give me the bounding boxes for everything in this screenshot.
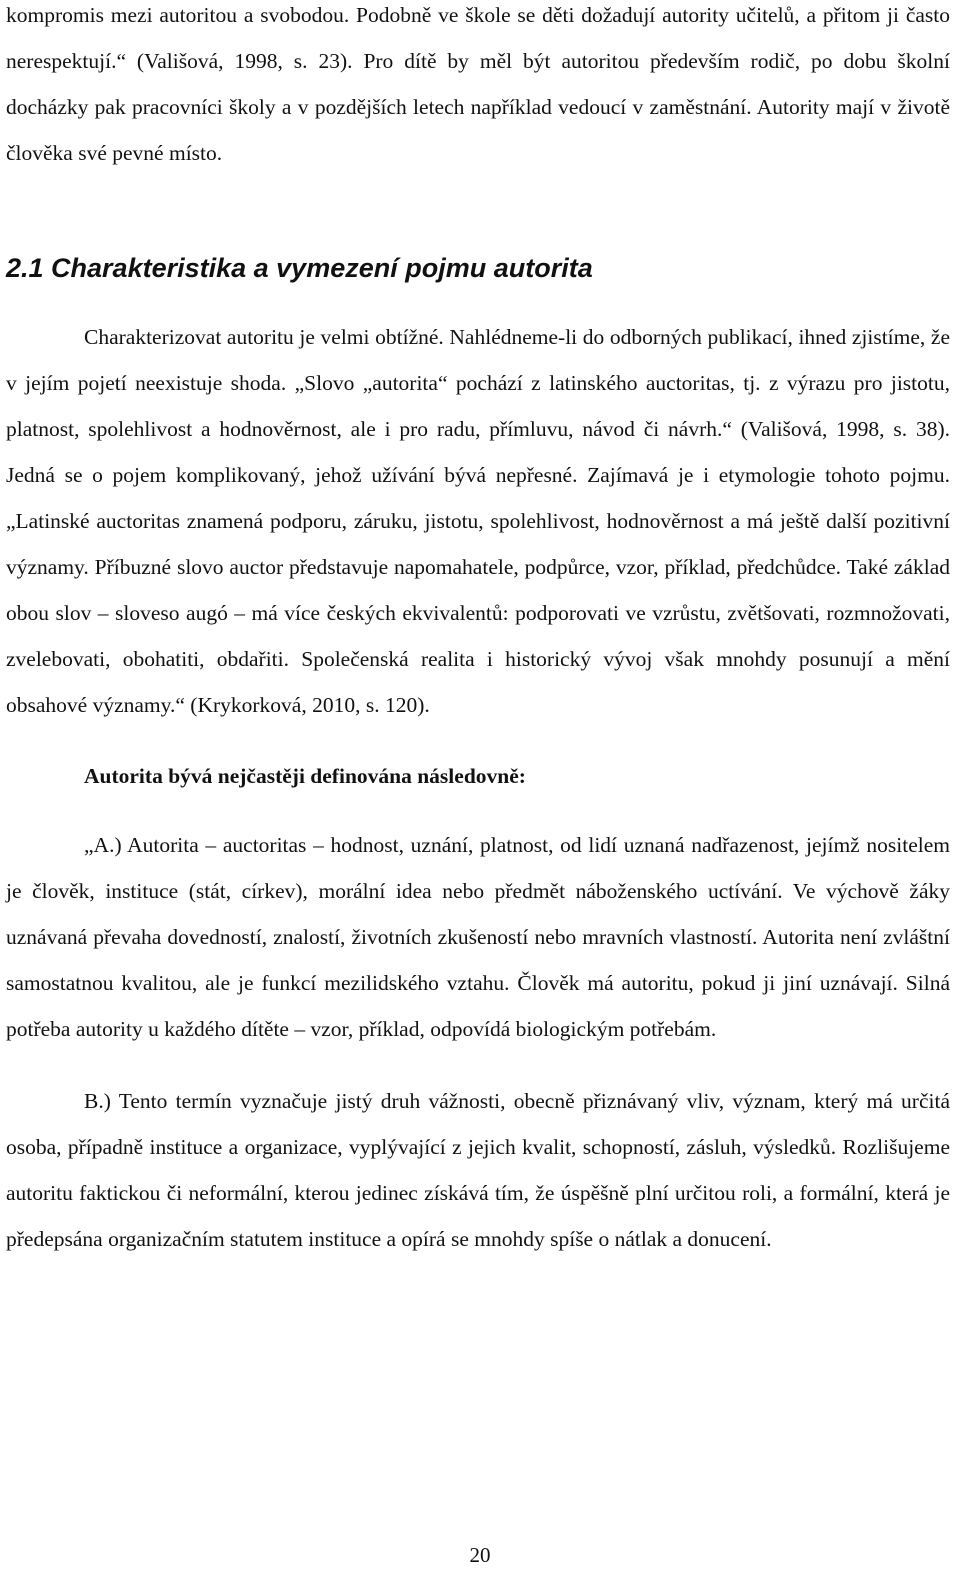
definition-heading: Autorita bývá nejčastěji definována následovně: bbox=[84, 764, 526, 788]
paragraph-gap bbox=[6, 1052, 950, 1078]
definition-a-paragraph: „A.) Autorita – auctoritas – hodnost, uznání, platnost, od lidí uznaná nadřazenost, jejímž nositelem je člověk, instituce (stát, církev), morální idea nebo předmět náboženského uctívání. Ve výchově žáky uznávaná převaha dovedností, znalostí, životních zkušeností nebo mravních vlastností. Autorita není zvláštní samostatnou kvalitou, ale je funkcí mezilidského vztahu. Člověk má autoritu, pokud ji jiní uznávají. Silná potřeba autority u každého dítěte – vzor, příklad, odpovídá biologickým potřebám. bbox=[6, 833, 950, 1041]
paragraph-characterization: Charakterizovat autoritu je velmi obtížné. Nahlédneme-li do odborných publikací, ihned zjistíme, že v jejím pojetí neexistuje shoda. „Slovo „autorita“ pochází z latinského auctoritas, tj. z výrazu pro jistotu, platnost, spolehlivost a hodnověrnost, ale i pro radu, přímluvu, návod či návrh.“ (Vališová, 1998, s. 38). Jedná se o pojem komplikovaný, jehož užívání bývá nepřesné. Zajímavá je i etymologie tohoto pojmu. „Latinské auctoritas znamená podporu, záruku, jistotu, spolehlivost, hodnověrnost a má ještě další pozitivní významy. Příbuzné slovo auctor představuje napomahatele, podpůrce, vzor, příklad, předchůdce. Také základ obou slov – sloveso augó – má více českých ekvivalentů: podporovati ve vzrůstu, zvětšovati, rozmnožovati, zvelebovati, obohatiti, obdařiti. Společenská realita i historický vývoj však mnohdy posunují a mění obsahové významy.“ (Krykorková, 2010, s. 120). bbox=[6, 325, 950, 717]
definition-b-paragraph: B.) Tento termín vyznačuje jistý druh vážnosti, obecně přiznávaný vliv, význam, který má určitá osoba, případně instituce a organizace, vyplývající z jejich kvalit, schopností, zásluh, výsledků. Rozlišujeme autoritu faktickou či neformální, kterou jedinec získává tím, že úspěšně plní určitou roli, a formální, která je předepsána organizačním statutem instituce a opírá se mnohdy spíše o nátlak a donucení. bbox=[6, 1089, 950, 1251]
document-page bbox=[6, 0, 950, 1262]
page-number: 20 bbox=[469, 1543, 491, 1567]
intro-paragraph: kompromis mezi autoritou a svobodou. Podobně ve škole se děti dožadují autority učitelů, a přitom ji často nerespektují.“ (Vališová, 1998, s. 23). Pro dítě by měl být autoritou především rodič, po dobu školní docházky pak pracovníci školy a v pozdějších letech například vedoucí v zaměstnání. Autority mají v životě člověka své pevné místo. bbox=[6, 3, 950, 165]
section-heading: 2.1 Charakteristika a vymezení pojmu autorita bbox=[6, 253, 593, 283]
